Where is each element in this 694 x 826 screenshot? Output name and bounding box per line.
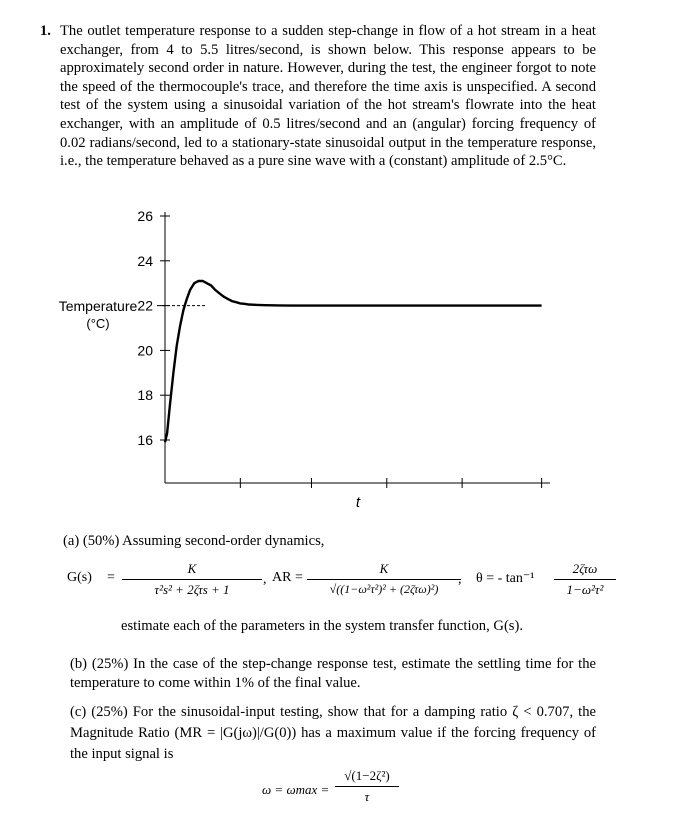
omega-fraction-bar — [335, 786, 399, 787]
x-axis-label: t — [355, 494, 361, 511]
ar-numerator: K — [379, 561, 389, 576]
gs-label: G(s) — [67, 570, 92, 585]
chart-axes — [165, 212, 550, 483]
comma-2: , — [458, 572, 462, 587]
y-tick-label: 18 — [137, 387, 153, 404]
problem-text: The outlet temperature response to a sudden step-change in flow of a hot stream in a heat exchanger, from 4 to 5.5 litres/second, is shown below. This response appears to be approximately second order in nature. However, during the test, the engineer forgot to note the speed of the thermocouple's trace, and therefore the time axis is unspecified. A second test of the system using a sinusoidal variation of the hot stream's flowrate into the heat exchanger, with an amplitude of 0.5 litres/second and an (angular) forcing frequency of 0.02 radians/second, led to a stationary-state sinusoidal output in the temperature response, i.e., the temperature behaved as a pure sine wave with a (constant) amplitude of 2.5°C. — [60, 23, 596, 170]
omega-lhs: ω = ωmax = — [262, 782, 330, 797]
comma-1: , — [263, 572, 267, 587]
response-curve — [165, 281, 542, 442]
theta-numerator: 2ζτω — [572, 561, 598, 576]
gs-fraction-bar — [122, 579, 262, 580]
y-tick-label: 20 — [137, 342, 153, 359]
y-tick-label: 16 — [137, 432, 153, 448]
ar-label: AR = — [272, 570, 303, 585]
gs-fraction — [122, 561, 262, 598]
y-axis-label-line2: (°C) — [86, 316, 110, 331]
part-a-heading: (a) (50%) Assuming second-order dynamics, — [63, 533, 325, 549]
theta-label: θ = - tan⁻¹ — [476, 571, 535, 586]
y-axis-label-line1: Temperature — [58, 298, 138, 314]
omega-denominator: τ — [364, 789, 370, 804]
y-tick-label: 22 — [137, 297, 153, 314]
y-tick-label: 24 — [137, 252, 153, 269]
omega-fraction — [335, 768, 399, 805]
gs-equals: = — [107, 570, 115, 585]
omega-numerator: √(1−2ζ²) — [344, 768, 390, 783]
gs-denominator: τ²s² + 2ζτs + 1 — [154, 582, 230, 597]
part-b: (b) (25%) In the case of the step-change response test, estimate the settling time for the temperature to come within 1% of the final value. — [70, 656, 596, 691]
ar-fraction — [307, 561, 461, 597]
part-a-tail: estimate each of the parameters in the system transfer function, G(s). — [121, 618, 523, 634]
theta-fraction — [554, 561, 616, 598]
part-c: (c) (25%) For the sinusoidal-input testing, show that for a damping ratio ζ < 0.707, the Magnitude Ratio (MR = |G(jω)|/G(0)) has a maximum value if the forcing frequency of the input signal is — [70, 704, 596, 762]
y-tick-label: 26 — [137, 208, 153, 224]
theta-fraction-bar — [554, 579, 616, 580]
ar-denominator: √((1−ω²τ²)² + (2ζτω)²) — [329, 582, 439, 596]
ar-fraction-bar — [307, 579, 461, 580]
theta-denominator: 1−ω²τ² — [566, 582, 604, 597]
problem-number: 1. — [40, 23, 51, 39]
gs-numerator: K — [187, 561, 197, 576]
